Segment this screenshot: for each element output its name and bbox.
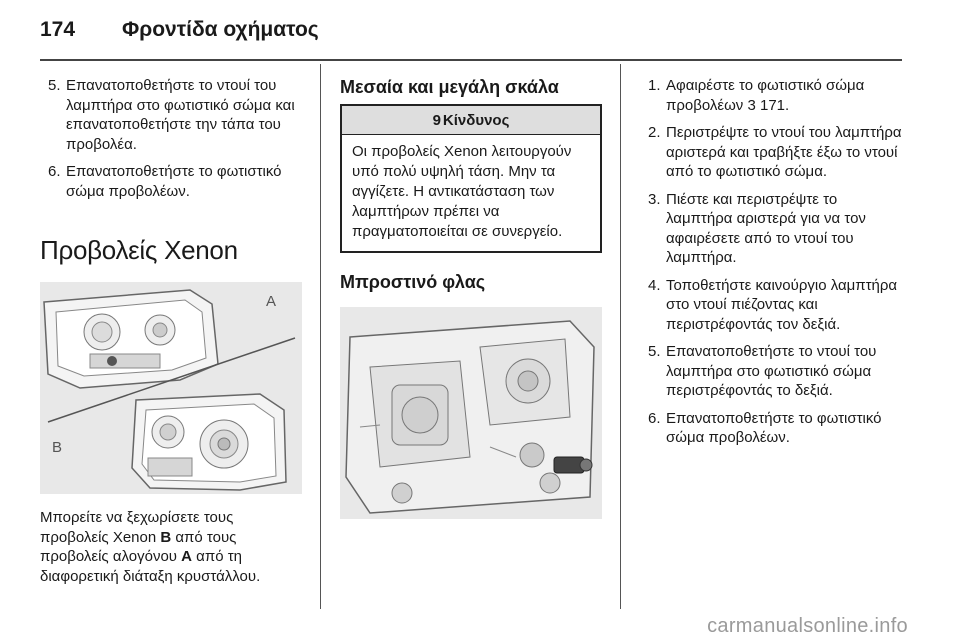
section-title: Φροντίδα οχήματος <box>122 18 319 41</box>
section-heading: Προβολείς Xenon <box>40 235 238 265</box>
step-text: Επανατοποθετήστε το φωτιστικό σώμα προβολέων. <box>66 163 282 200</box>
figure-label-b: B <box>52 439 63 456</box>
list-item <box>640 123 902 182</box>
step-text: Τοποθετήστε καινούργιο λαμπτήρα στο ντουί πιέζοντας και περιστρέφοντάς τον δεξιά. <box>666 276 898 333</box>
steps-list <box>640 76 902 448</box>
danger-header <box>342 106 600 135</box>
list-item <box>40 162 302 201</box>
step-number: 6. <box>48 163 61 180</box>
step-text: Επανατοποθετήστε το ντουί του λαμπτήρα στο φωτιστικό σώμα περιστρέφοντάς το δεξιά. <box>666 343 877 399</box>
list-item <box>640 342 902 401</box>
caption-text: από τους προβολείς αλογόνου <box>40 528 237 565</box>
list-item <box>640 190 902 268</box>
step-number: 2. <box>648 124 661 141</box>
figure-caption <box>40 508 302 586</box>
list-item <box>40 76 302 154</box>
step-number: 6. <box>648 409 661 427</box>
danger-notice <box>340 104 602 253</box>
warning-icon: 9 <box>432 112 441 129</box>
headlamp-comparison-figure <box>40 282 302 494</box>
step-text: Επανατοποθετήστε το φωτιστικό σώμα προβολέων. <box>666 409 882 446</box>
caption-bold-a: A <box>181 548 193 565</box>
figure-label-a: A <box>266 293 277 310</box>
step-text: Επανατοποθετήστε το ντουί του λαμπτήρα στο φωτιστικό σώμα και επανατοποθετήστε την τάπα του προβολέα. <box>66 77 295 153</box>
step-number: 1. <box>648 77 661 94</box>
step-number: 4. <box>648 276 661 294</box>
steps-list <box>40 76 302 201</box>
headlamp-illustration <box>40 282 302 494</box>
column-divider <box>320 64 321 609</box>
header-rule <box>40 59 902 61</box>
page-number: 174 <box>40 18 76 41</box>
list-item <box>640 409 902 448</box>
column-right <box>640 76 902 456</box>
caption-text: Μπορείτε να ξεχωρίσετε τους προβολείς Xenon <box>40 509 234 546</box>
column-left <box>40 76 302 586</box>
subsection-heading: Μεσαία και μεγάλη σκάλα <box>340 77 559 97</box>
column-divider <box>620 64 621 609</box>
subsection-heading: Μπροστινό φλας <box>340 272 486 292</box>
step-number: 5. <box>648 343 661 360</box>
headlamp-rear-illustration <box>340 307 602 519</box>
danger-text: Οι προβολείς Xenon λειτουργούν υπό πολύ υψηλή τάση. Μην τα αγγίζετε. Η αντικατάσταση των λαμπτήρων πρέπει να πραγματοποιείται σε συνεργείο. <box>352 143 572 240</box>
list-item <box>640 276 902 335</box>
step-text: Πιέστε και περιστρέψτε το λαμπτήρα αριστερά για να τον αφαιρέσετε από το ντουί του λαμπτήρα. <box>666 190 866 266</box>
step-text: Περιστρέψτε το ντουί του λαμπτήρα αριστερά και τραβήξτε έξω το ντουί από το φωτιστικό σώμα. <box>666 124 902 180</box>
step-text: Αφαιρέστε το φωτιστικό σώμα προβολέων 3 171. <box>666 77 865 114</box>
watermark: carmanualsonline.info <box>707 615 908 637</box>
turn-signal-figure <box>340 307 602 519</box>
step-number: 5. <box>48 77 61 94</box>
danger-title: Κίνδυνος <box>442 112 510 129</box>
caption-text: από τη διαφορετική διάταξη κρυστάλλου. <box>40 548 261 585</box>
column-middle <box>340 76 602 519</box>
list-item <box>640 76 902 115</box>
caption-bold-b: B <box>160 528 172 546</box>
step-number: 3. <box>648 190 661 208</box>
